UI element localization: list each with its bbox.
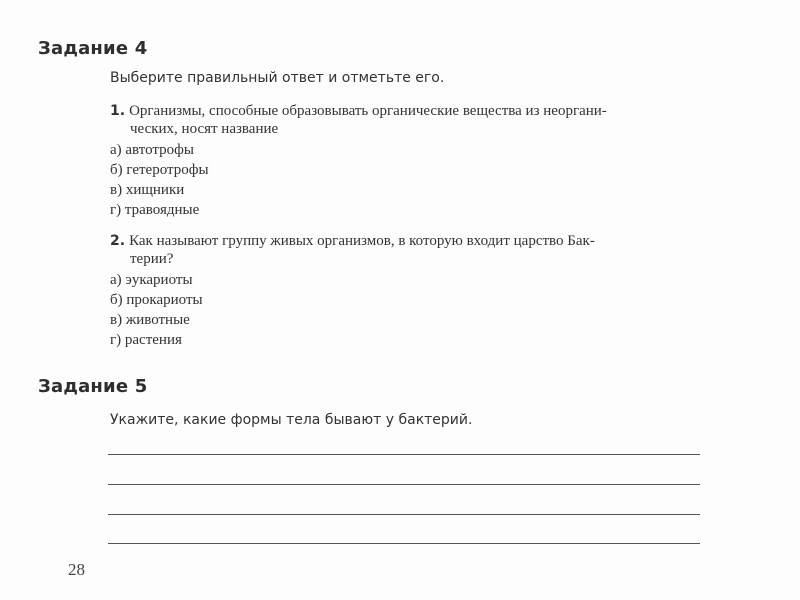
answer-line[interactable]: [108, 454, 700, 455]
task4-heading: Задание 4: [38, 38, 148, 59]
question-2-option-d[interactable]: г) растения: [110, 332, 182, 348]
answer-line[interactable]: [108, 514, 700, 515]
question-1: [110, 102, 710, 220]
question-1-stem-line-1: Организмы, способные образовывать органические вещества из неоргани-: [129, 103, 607, 119]
question-1-option-b[interactable]: б) гетеротрофы: [110, 162, 209, 178]
question-2-stem-line-2: терии?: [130, 251, 174, 267]
question-1-option-a[interactable]: а) автотрофы: [110, 142, 194, 158]
question-2-stem-line-1: Как называют группу живых организмов, в которую входит царство Бак-: [129, 233, 595, 249]
question-1-stem: [110, 102, 710, 138]
question-1-options: [110, 140, 710, 220]
question-1-option-c[interactable]: в) хищники: [110, 182, 185, 198]
question-1-number: 1.: [110, 103, 126, 119]
question-2-option-a[interactable]: а) эукариоты: [110, 272, 193, 288]
question-2-option-b[interactable]: б) прокариоты: [110, 292, 203, 308]
question-2-options: [110, 270, 710, 350]
answer-line[interactable]: [108, 543, 700, 544]
question-2: [110, 232, 710, 350]
question-2-stem: [110, 232, 710, 268]
question-1-stem-line-2: ческих, носят название: [130, 121, 279, 137]
question-2-number: 2.: [110, 233, 126, 249]
question-1-option-d[interactable]: г) травоядные: [110, 202, 200, 218]
task5-heading: Задание 5: [38, 376, 148, 397]
question-2-option-c[interactable]: в) животные: [110, 312, 190, 328]
task5-instruction: Укажите, какие формы тела бывают у бактерий.: [110, 412, 473, 428]
task4-instruction: Выберите правильный ответ и отметьте его.: [110, 70, 445, 86]
page-number: 28: [68, 560, 85, 579]
answer-line[interactable]: [108, 484, 700, 485]
